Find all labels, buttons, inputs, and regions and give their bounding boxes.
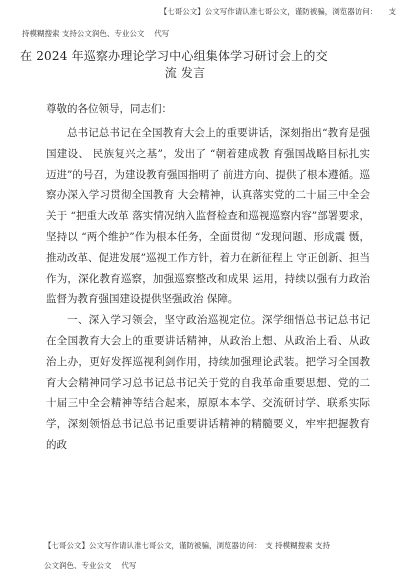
footer-line-1: 【七哥公文】公文写作请认准七哥公文，谨防被骗，浏览器访问： 支 持模糊搜索 支持 (44, 541, 331, 550)
document-body (46, 123, 370, 456)
paragraph: 一、深入学习领会，坚守政治巡视定位。深学细悟总书记总书记在全国教育大会上的重要讲话精神，从政治上想、从政治上看、从政治上办，更好发挥巡视利剑作用，持续加强理论武装。把学习全国教育大会精神同学习总书记总书记关于党的自我革命重要思想、党的二十届三中全会精神等结合起来，原原本本学、交流研讨学、联系实际学，深刻领悟总书记总书记重要讲话精神的精髓要义，牢牢把握教育的政 (46, 314, 370, 451)
paragraph: 总书记总书记在全国教育大会上的重要讲话，深刻指出“教育是强国建设、 民族复兴之基”，发出了 “朝着建成教 育强国战略目标扎实迈进”的号召，为建设教育强国指明了 前进方向、提供了根本遵循。巡察办深入学习贯彻全国教育 大会精神，认真落实党的二十届三中全会关于 “把重大改革 落实情况纳入监督检查和巡视巡察内容”部署要求，坚持以 “两个维护”作为根本任务，全面贯彻 “发现问题、形成震 慑，推动改革、促进发展”巡视工作方针，着力在新征程上 守正创新、担当作为，深化教育巡察，加强巡察整改和成果 运用，持续以强有力政治监督为教育强国建设提供坚强政治 保障。 (46, 127, 370, 306)
salutation: 尊敬的各位领导，同志们： (46, 103, 172, 115)
header-line-2: 持模糊搜索 支持公文润色、专业公文 代写 (22, 29, 170, 38)
header-line-1: 【七哥公文】公文写作请认准七哥公文，谨防被骗，浏览器访问： 支 (159, 7, 396, 16)
page-footer (44, 536, 400, 576)
title-line-2: 流 发言 (164, 66, 206, 80)
document-title (20, 48, 390, 82)
title-line-1: 在 2024 年巡察办理论学习中心组集体学习研讨会上的交 (20, 49, 328, 63)
footer-line-2: 公文润色、专业公文 代写 (44, 561, 137, 570)
